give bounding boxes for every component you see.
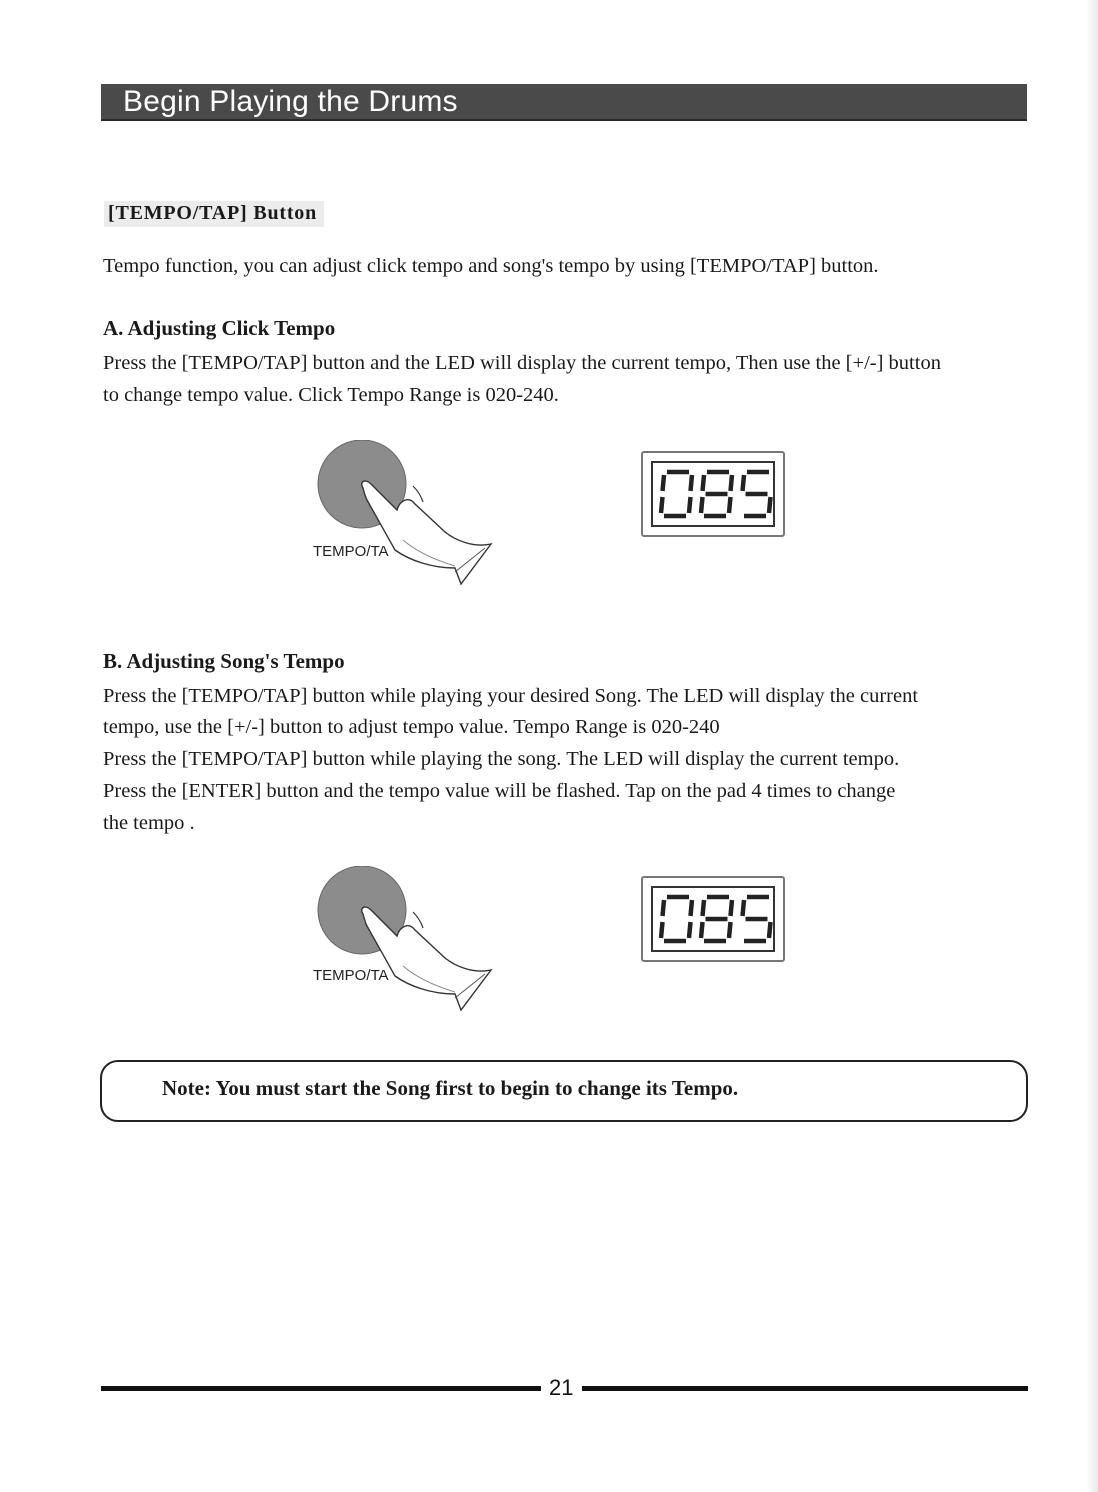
led-segment-f	[703, 475, 705, 491]
note-text: Note: You must start the Song first to begin to change its Tempo.	[162, 1076, 739, 1100]
led-segment-e	[701, 497, 703, 513]
led-display-b	[641, 876, 785, 962]
led-segment-c	[769, 497, 771, 513]
page-title: Begin Playing the Drums	[123, 85, 458, 118]
footer-rule-left	[101, 1386, 541, 1391]
tempo-button-illustration-a	[305, 440, 505, 590]
led-segment-b	[691, 475, 693, 491]
led-digits-b	[653, 888, 773, 950]
part-b-line-4: Press the [ENTER] button and the tempo value will be flashed. Tap on the pad 4 times to change	[103, 780, 896, 802]
part-b-line-2: tempo, use the [+/-] button to adjust tempo value. Tempo Range is 020-240	[103, 716, 720, 738]
button-label-a: TEMPO/TA	[313, 543, 389, 560]
part-a-heading: A. Adjusting Click Tempo	[103, 316, 336, 340]
led-segment-b	[731, 900, 733, 916]
part-b-line-1: Press the [TEMPO/TAP] button while playing your desired Song. The LED will display the current	[103, 685, 919, 707]
led-segment-f	[663, 475, 665, 491]
button-label-b: TEMPO/TA	[313, 967, 389, 984]
part-b-line-3: Press the [TEMPO/TAP] button while playing the song. The LED will display the current tempo.	[103, 748, 900, 770]
title-bar	[101, 84, 1027, 121]
footer-rule-right	[582, 1386, 1028, 1391]
led-segment-c	[729, 922, 731, 938]
section-heading: [TEMPO/TAP] Button	[104, 201, 324, 227]
led-segment-f	[703, 900, 705, 916]
led-segment-e	[701, 922, 703, 938]
part-b-line-5: the tempo .	[103, 812, 195, 834]
led-segment-f	[663, 900, 665, 916]
led-segment-c	[689, 497, 691, 513]
page-number: 21	[549, 1375, 574, 1400]
led-segment-f	[743, 900, 745, 916]
part-a-line-2: to change tempo value. Click Tempo Range is 020-240.	[103, 384, 559, 406]
led-segment-e	[661, 497, 663, 513]
led-display-a	[641, 451, 785, 537]
note-box	[100, 1060, 1028, 1122]
led-segment-c	[689, 922, 691, 938]
part-a-line-1: Press the [TEMPO/TAP] button and the LED will display the current tempo, Then use the [+/-] button	[103, 352, 941, 374]
led-segment-c	[769, 922, 771, 938]
led-digits-a	[653, 463, 773, 525]
led-segment-b	[731, 475, 733, 491]
led-segment-e	[661, 922, 663, 938]
tempo-button-illustration-b	[305, 866, 505, 1016]
led-segment-f	[743, 475, 745, 491]
part-b-heading: B. Adjusting Song's Tempo	[103, 649, 345, 673]
led-segment-c	[729, 497, 731, 513]
intro-text: Tempo function, you can adjust click tempo and song's tempo by using [TEMPO/TAP] button.	[103, 255, 879, 277]
page-edge-shadow	[1086, 0, 1098, 1492]
led-segment-b	[691, 900, 693, 916]
